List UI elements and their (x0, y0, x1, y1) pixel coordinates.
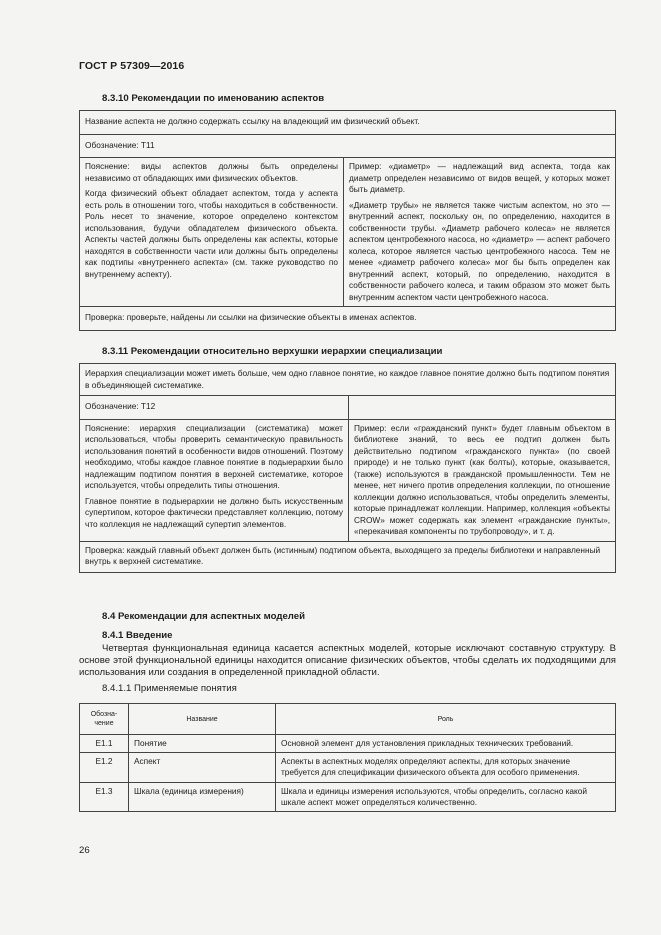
document-header: ГОСТ Р 57309—2016 (79, 60, 185, 72)
rule-designation: Обозначение: T12 (80, 396, 349, 419)
table-row (80, 782, 616, 811)
example-cell (344, 158, 615, 306)
section-heading-8-4-1: 8.4.1 Введение (102, 630, 173, 641)
rule-statement: Иерархия специализации может иметь больше, чем одно главное понятие, но каждое главное понятие должно быть подтипом понятия в объединяющей систематике. (85, 368, 610, 390)
concept-code: E1.2 (80, 753, 129, 782)
concept-role: Основной элемент для установления прикладных технических требований. (276, 735, 616, 753)
section-heading-8-3-11: 8.3.11 Рекомендации относительно верхушки иерархии специализации (102, 346, 443, 357)
section-heading-8-4-1-1: 8.4.1.1 Применяемые понятия (102, 683, 237, 694)
rule-check: Проверка: каждый главный объект должен быть (истинным) подтипом объекта, выходящего за пределы библиотеки и направленный внутрь к верхней систематике. (80, 541, 615, 572)
table-row (80, 753, 616, 782)
rule-designation: Обозначение: T11 (80, 134, 615, 158)
column-header-role: Роль (276, 704, 616, 735)
explanation-cell (80, 158, 344, 306)
concept-role: Шкала и единицы измерения используются, чтобы определить, согласно какой шкале аспект может определяться количественно. (276, 782, 616, 811)
concept-code: E1.1 (80, 735, 129, 753)
concept-role: Аспекты в аспектных моделях определяют аспекты, для которых значение требуется для спецификации физического объекта для особого применения. (276, 753, 616, 782)
concept-name: Шкала (единица измерения) (129, 782, 276, 811)
rule-table-t12 (79, 363, 616, 573)
concept-name: Аспект (129, 753, 276, 782)
concepts-table (79, 703, 616, 812)
rule-statement: Название аспекта не должно содержать ссылку на владеющий им физический объект. (85, 116, 420, 126)
rule-explanation-row (80, 419, 615, 541)
explanation-paragraph: Пояснение: виды аспектов должны быть определены независимо от обладающих ими физических объектов. (85, 161, 338, 183)
intro-paragraph: Четвертая функциональная единица касается аспектных моделей, которые исключают составную структуру. В основе этой функциональной единицы находится описание физических объектов, чтобы сделать их подходящими для использования или создания в определенной прикладной области. (79, 643, 616, 678)
explanation-paragraph: Пояснение: иерархия специализации (систематика) может использоваться, чтобы проверить семантическую правильность использования понятий в особенности видов отношений. Поэтому необходимо, чтобы каждое главное понятие в подыерархии было надлежащим подтипом понятия в верхней систематике, которое используется, чтобы определить типы отношения. (85, 422, 343, 490)
empty-cell (349, 396, 615, 419)
page-number: 26 (79, 845, 90, 856)
explanation-paragraph: Когда физический объект обладает аспектом, тогда у аспекта есть роль в отношении того, чтобы находиться в собственности. Роль несет то значение, которое определено контекстом использования, будучи обладателем физического объекта. Аспекты частей должны быть определены как аспекты, которые находятся в собственности части или должны быть определены как подтипы «внутреннего аспекта» (см. также руководство по внутреннему аспекту). (85, 188, 338, 279)
section-heading-8-4: 8.4 Рекомендации для аспектных моделей (102, 611, 305, 622)
section-heading-8-3-10: 8.3.10 Рекомендации по именованию аспектов (102, 93, 325, 104)
explanation-cell (80, 420, 349, 541)
rule-designation-row (80, 395, 615, 419)
rule-table-t11 (79, 110, 616, 331)
example-paragraph: «Диаметр трубы» не является также чистым аспектом, но это — внутренний аспект, поскольку он, по определению, находится в собственности трубы. «Диаметр рабочего колеса» не является аспектом центробежного насоса, но «диаметр» — аспект рабочего колеса, которое является частью центробежного насоса. Тем не менее «диаметр рабочего колеса» мог бы быть определен как внутренний аспект, который, по определению, находится в собственности рабочего колеса, и таким образом это может быть внутренним аспектом части центробежного насоса. (349, 199, 610, 302)
explanation-paragraph: Главное понятие в подыерархии не должно быть искусственным супертипом, которое фактически представляет коллекцию, потому что коллекция не надлежащий супертип элементов. (85, 495, 343, 529)
column-header-code: Обозна- чение (80, 704, 129, 735)
table-row (80, 735, 616, 753)
concept-name: Понятие (129, 735, 276, 753)
rule-check: Проверка: проверьте, найдены ли ссылки на физические объекты в именах аспектов. (80, 306, 615, 330)
example-cell (349, 420, 615, 541)
example-paragraph: Пример: «диаметр» — надлежащий вид аспекта, тогда как диаметр определен независимо от видов вещей, у которых может быть диаметр. (349, 161, 610, 194)
concept-code: E1.3 (80, 782, 129, 811)
column-header-name: Название (129, 704, 276, 735)
example-paragraph: Пример: если «гражданский пункт» будет главным объектом в библиотеке знаний, то весь ее подтип должен быть действительно подтипом «гражданского пункта» (по своей природе) и не только пункт (как болты), которые, оказывается, (также) используются в гражданской промышленности. Тем не менее, нет ничего против определения коллекции, по отношение коллекции должно использоваться, чтобы определить элементы, которые принадлежат коллекции. Например, коллекция «объекты CROW» может содержать как элемент «гражданские пункты», «перекачивая компоненты по трубопроводу», и т. д. (354, 422, 610, 536)
rule-explanation-row (80, 157, 615, 306)
concepts-header-row (80, 704, 616, 735)
